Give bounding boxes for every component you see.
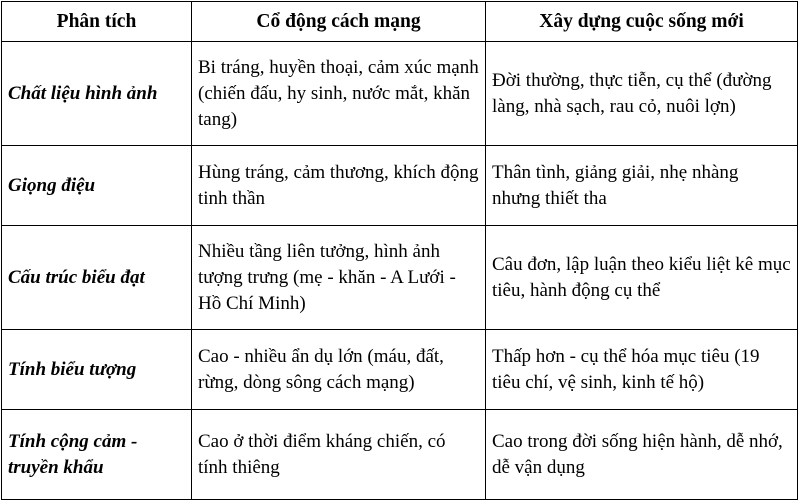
- table-row: [2, 42, 798, 146]
- table-cell: Nhiều tầng liên tưởng, hình ảnh tượng trưng (mẹ - khăn - A Lưới - Hồ Chí Minh): [192, 226, 486, 330]
- row-label: Chất liệu hình ảnh: [2, 42, 192, 146]
- row-label: Cấu trúc biểu đạt: [2, 226, 192, 330]
- table-row: [2, 146, 798, 226]
- table-row: [2, 410, 798, 500]
- header-row: [2, 2, 798, 42]
- table-cell: Thấp hơn - cụ thể hóa mục tiêu (19 tiêu chí, vệ sinh, kinh tế hộ): [486, 330, 798, 410]
- header-analysis: Phân tích: [2, 2, 192, 42]
- table-cell: Cao ở thời điểm kháng chiến, có tính thiêng: [192, 410, 486, 500]
- table-cell: Câu đơn, lập luận theo kiểu liệt kê mục tiêu, hành động cụ thể: [486, 226, 798, 330]
- row-label: Tính cộng cảm - truyền khẩu: [2, 410, 192, 500]
- table-row: [2, 226, 798, 330]
- table-cell: Thân tình, giảng giải, nhẹ nhàng nhưng thiết tha: [486, 146, 798, 226]
- header-new-life: Xây dựng cuộc sống mới: [486, 2, 798, 42]
- table-cell: Đời thường, thực tiễn, cụ thể (đường làng, nhà sạch, rau cỏ, nuôi lợn): [486, 42, 798, 146]
- table-cell: Cao - nhiều ẩn dụ lớn (máu, đất, rừng, dòng sông cách mạng): [192, 330, 486, 410]
- row-label: Giọng điệu: [2, 146, 192, 226]
- table-cell: Cao trong đời sống hiện hành, dễ nhớ, dễ vận dụng: [486, 410, 798, 500]
- table-cell: Bi tráng, huyền thoại, cảm xúc mạnh (chiến đấu, hy sinh, nước mắt, khăn tang): [192, 42, 486, 146]
- comparison-table: [1, 1, 798, 500]
- table-cell: Hùng tráng, cảm thương, khích động tinh thần: [192, 146, 486, 226]
- table-row: [2, 330, 798, 410]
- header-revolutionary-propaganda: Cổ động cách mạng: [192, 2, 486, 42]
- row-label: Tính biểu tượng: [2, 330, 192, 410]
